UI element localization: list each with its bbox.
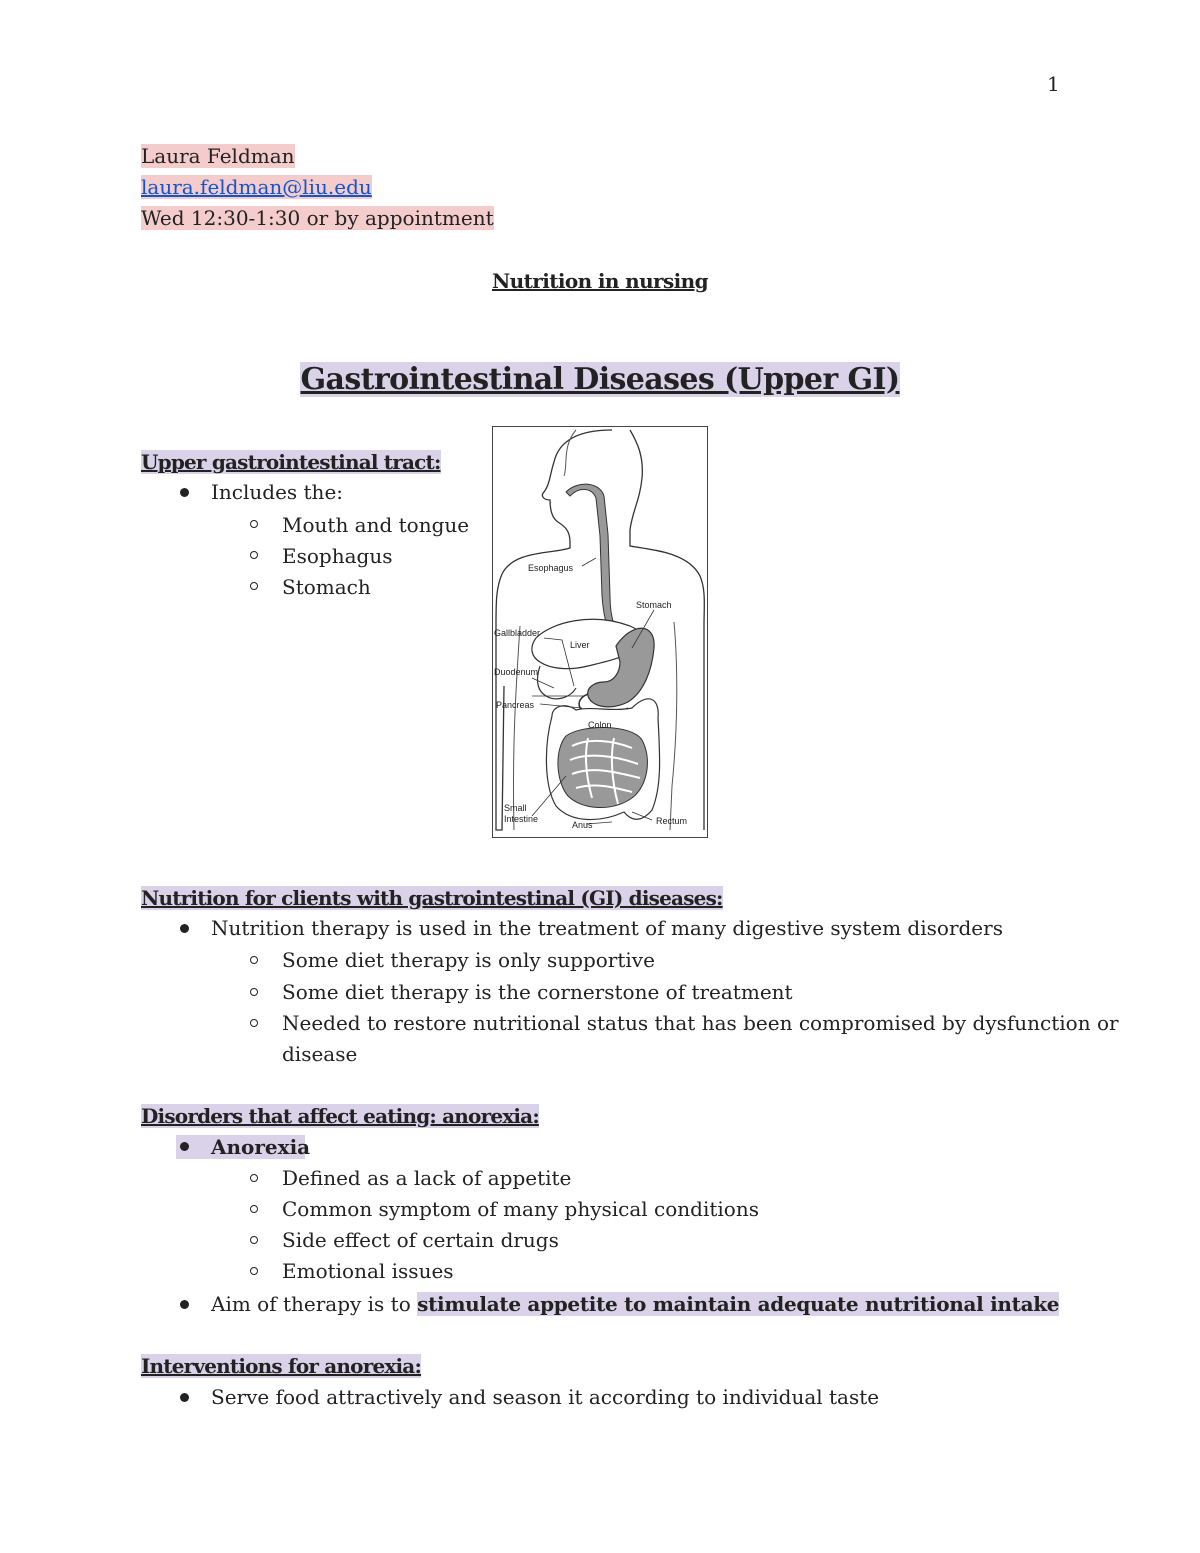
main-title [0, 362, 1200, 398]
instructor-email-wrap [141, 175, 372, 199]
sub-list-item: Needed to restore nutritional status that has been compromised by dysfunction or [282, 1011, 1119, 1035]
label-gallbladder: Gallbladder [494, 628, 541, 638]
list-item-anorexia: Anorexia [211, 1135, 311, 1159]
sub-bullet-circle [250, 582, 258, 590]
list-item-therapy-aim [211, 1292, 1059, 1316]
list-item: Includes the: [211, 480, 344, 504]
label-duodenum: Duodenum [494, 667, 539, 677]
label-pancreas: Pancreas [496, 700, 535, 710]
bullet-dot [180, 488, 189, 497]
course-title [0, 269, 1200, 293]
sub-list-item: Some diet therapy is the cornerstone of treatment [282, 980, 793, 1004]
sub-bullet-circle [250, 1267, 258, 1275]
label-stomach: Stomach [636, 600, 672, 610]
therapy-aim-prefix: Aim of therapy is to [211, 1292, 418, 1316]
section-heading-interventions: Interventions for anorexia: [141, 1354, 422, 1378]
sub-list-item: Esophagus [282, 544, 393, 568]
label-small-intestine: Small [504, 803, 527, 813]
label-small-intestine-2: Intestine [504, 814, 539, 824]
sub-list-item: Side effect of certain drugs [282, 1228, 559, 1252]
label-rectum: Rectum [656, 816, 688, 826]
main-title-text: Gastrointestinal Diseases (Upper GI) [300, 362, 900, 397]
therapy-aim-emphasis: stimulate appetite to maintain adequate nutritional intake [417, 1292, 1060, 1316]
sub-bullet-circle [250, 1205, 258, 1213]
label-liver: Liver [570, 640, 590, 650]
sub-list-item: Emotional issues [282, 1259, 454, 1283]
sub-bullet-circle [250, 956, 258, 964]
list-item: Serve food attractively and season it according to individual taste [211, 1385, 880, 1409]
section-heading-gi-nutrition: Nutrition for clients with gastrointestinal (GI) diseases: [141, 886, 723, 910]
bullet-dot [180, 1300, 189, 1309]
label-anus: Anus [572, 820, 593, 830]
course-title-text: Nutrition in nursing [492, 269, 708, 293]
sub-list-item: Stomach [282, 575, 371, 599]
sub-bullet-circle [250, 988, 258, 996]
sub-bullet-circle [250, 551, 258, 559]
sub-bullet-circle [250, 1236, 258, 1244]
page-number: 1 [1047, 72, 1060, 96]
sub-list-item: Common symptom of many physical conditions [282, 1197, 759, 1221]
label-esophagus: Esophagus [528, 563, 574, 573]
bullet-dot [180, 1393, 189, 1402]
sub-list-item: Defined as a lack of appetite [282, 1166, 572, 1190]
instructor-email-link[interactable]: laura.feldman@liu.edu [141, 175, 372, 199]
sub-bullet-circle [250, 1174, 258, 1182]
digestive-system-diagram [492, 426, 708, 838]
list-item: Nutrition therapy is used in the treatment of many digestive system disorders [211, 916, 1003, 940]
sub-bullet-circle [250, 1019, 258, 1027]
sub-list-item: Mouth and tongue [282, 513, 470, 537]
instructor-name: Laura Feldman [141, 144, 295, 168]
sub-list-item: Some diet therapy is only supportive [282, 948, 655, 972]
bullet-dot [180, 924, 189, 933]
label-colon: Colon [588, 720, 612, 730]
sub-list-item-continued: disease [282, 1042, 358, 1066]
section-heading-upper-gi: Upper gastrointestinal tract: [141, 450, 441, 474]
section-heading-anorexia: Disorders that affect eating: anorexia: [141, 1104, 539, 1128]
bullet-dot [180, 1142, 189, 1151]
sub-bullet-circle [250, 520, 258, 528]
office-hours: Wed 12:30-1:30 or by appointment [141, 206, 494, 230]
